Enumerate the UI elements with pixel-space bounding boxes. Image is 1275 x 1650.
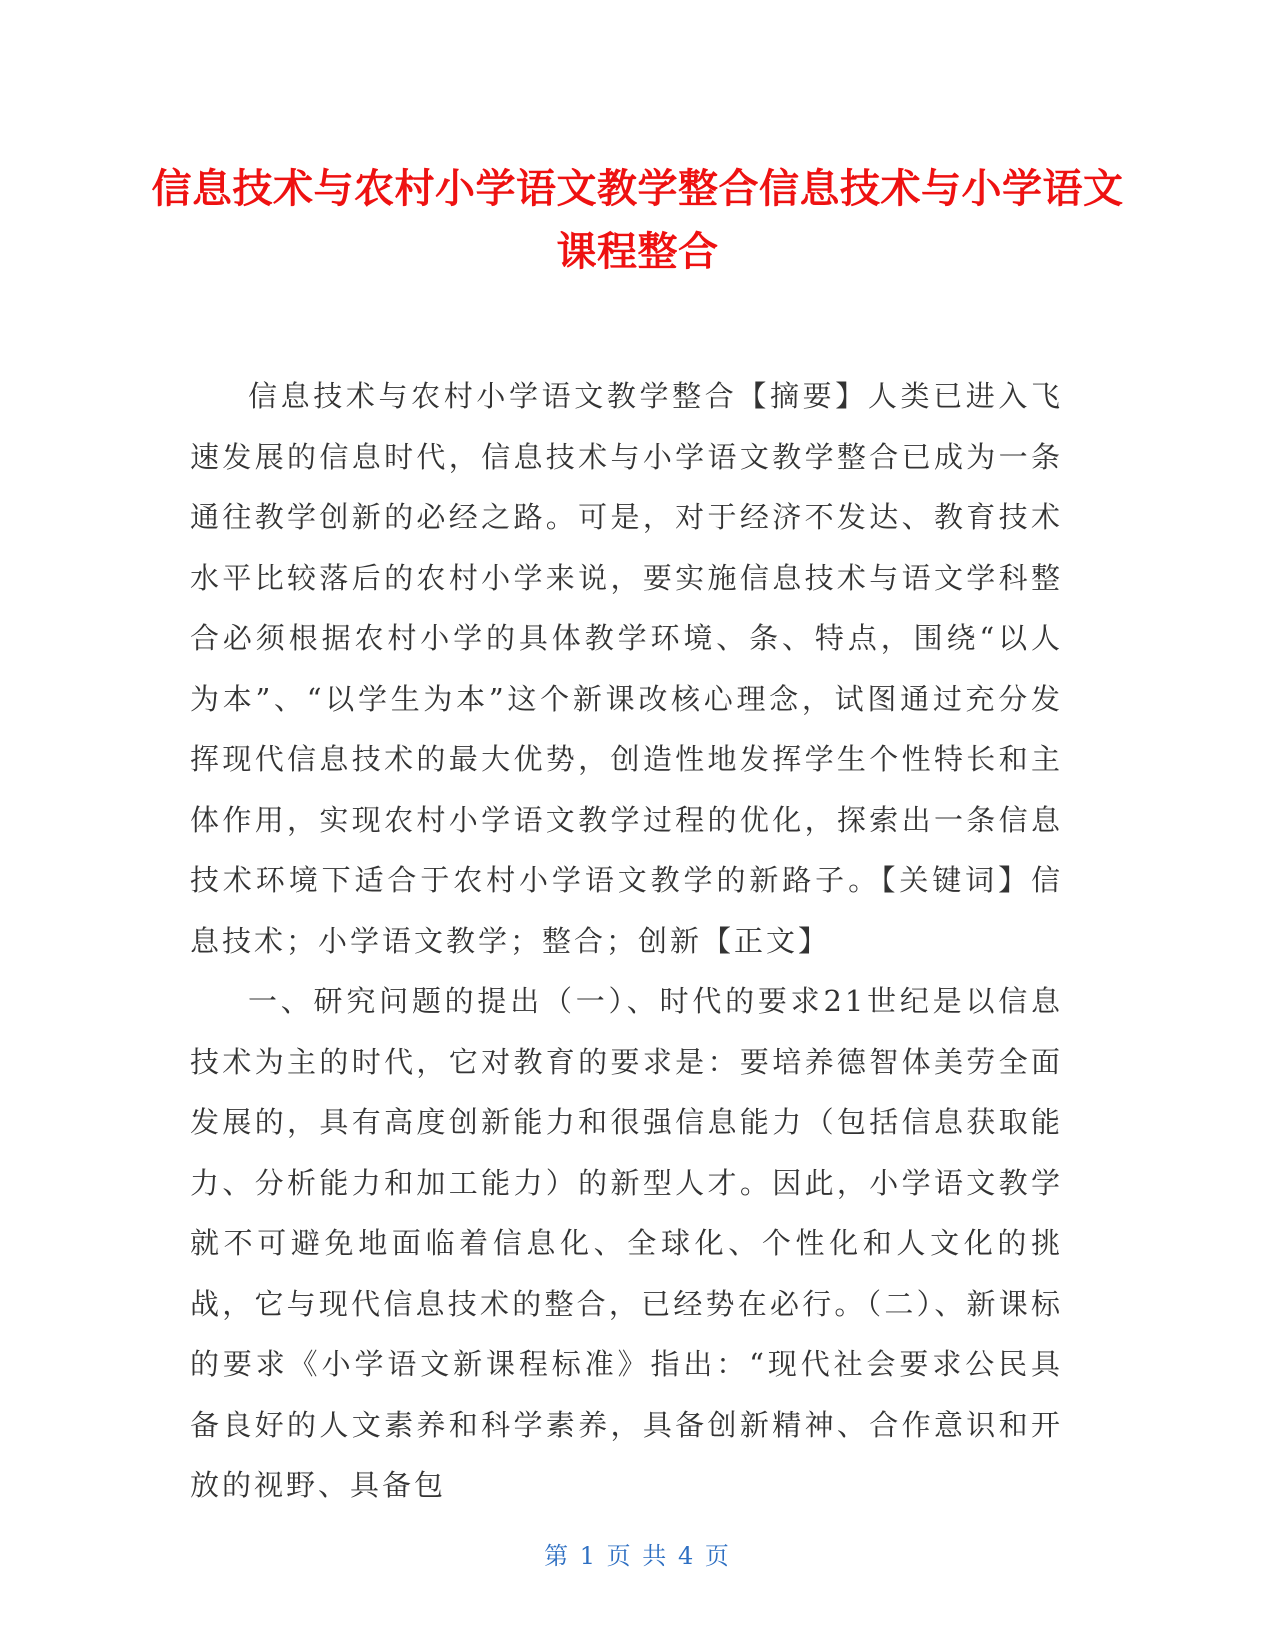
paragraph-abstract: 信息技术与农村小学语文教学整合【摘要】人类已进入飞速发展的信息时代，信息技术与小学语文教学整合已成为一条通往教学创新的必经之路。可是，对于经济不发达、教育技术水平比较落后的农村小学来说，要实施信息技术与语文学科整合必须根据农村小学的具体教学环境、条、特点，围绕“以人为本”、“以学生为本”这个新课改核心理念，试图通过充分发挥现代信息技术的最大优势，创造性地发挥学生个性特长和主体作用，实现农村小学语文教学过程的优化，探索出一条信息技术环境下适合于农村小学语文教学的新路子。【关键词】信息技术；小学语文教学；整合；创新【正文】 xyxy=(190,379,1063,958)
paragraph-section-one: 一、研究问题的提出（一）、时代的要求21世纪是以信息技术为主的时代，它对教育的要求是：要培养德智体美劳全面发展的，具有高度创新能力和很强信息能力（包括信息获取能力、分析能力和加工能力）的新型人才。因此，小学语文教学就不可避免地面临着信息化、全球化、个性化和人文化的挑战，它与现代信息技术的整合，已经势在必行。（二）、新课标的要求《小学语文新课程标准》指出：“现代社会要求公民具备良好的人文素养和科学素养，具备创新精神、合作意识和开放的视野、具备包 xyxy=(190,984,1063,1502)
document-title: 信息技术与农村小学语文教学整合信息技术与小学语文课程整合 xyxy=(151,166,1124,275)
document-body xyxy=(190,366,1063,1516)
page-number-footer: 第 1 页 共 4 页 xyxy=(544,1542,731,1570)
